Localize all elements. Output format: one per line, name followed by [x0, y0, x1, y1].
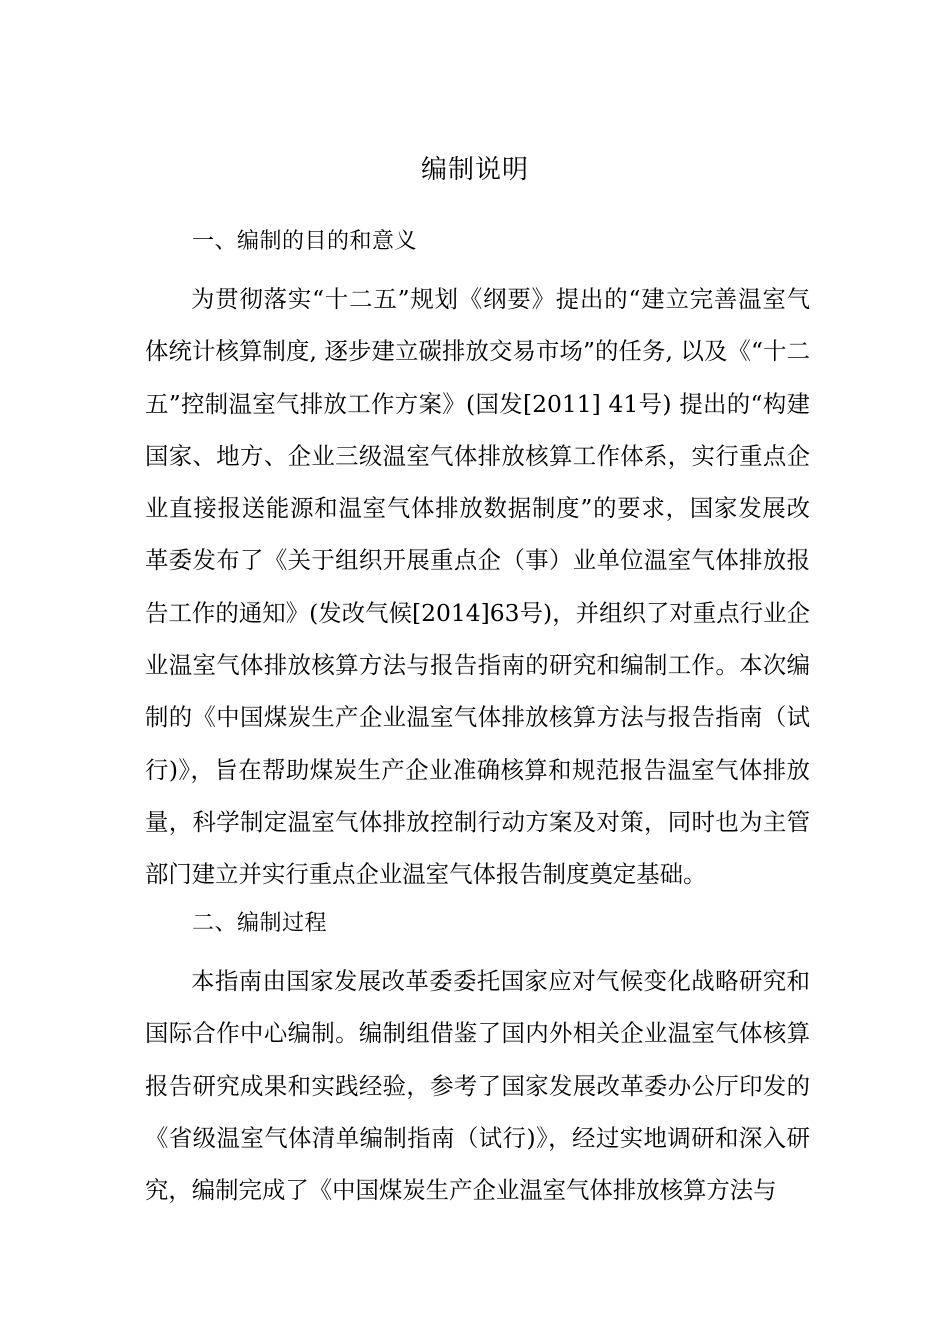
document-title: 编制说明 [420, 155, 529, 185]
section-heading-process: 二、编制过程 [192, 911, 328, 936]
section-paragraph-process: 本指南由国家发展改革委委托国家应对气候变化战略研究和国际合作中心编制。编制组借鉴了国内外相关企业温室气体核算报告研究成果和实践经验，参考了国家发展改革委办公厅印发的《省级温室气体清单编制指南（试行)》，经过实地调研和深入研究，编制完成了《中国煤炭生产企业温室气体排放核算方法与 [145, 967, 810, 1205]
section-heading-purpose: 一、编制的目的和意义 [192, 229, 418, 254]
section-paragraph-purpose: 为贯彻落实“十二五”规划《纲要》提出的“建立完善温室气体统计核算制度, 逐步建立碳排放交易市场”的任务, 以及《“十二五”控制温室气排放工作方案》(国发[2011] 41号) 提出的“构建国家、地方、企业三级温室气体排放核算工作体系，实行重点企业直接报送能源和温室气体排放数据制度”的要求，国家发展改革委发布了《关于组织开展重点企（事）业单位温室气体排放报告工作的通知》(发改气候[2014]63号)，并组织了对重点行业企业温室气体排放核算方法与报告指南的研究和编制工作。本次编制的《中国煤炭生产企业温室气体排放核算方法与报告指南（试行)》，旨在帮助煤炭生产企业准确核算和规范报告温室气体排放量，科学制定温室气体排放控制行动方案及对策，同时也为主管部门建立并实行重点企业温室气体报告制度奠定基础。 [145, 285, 810, 889]
